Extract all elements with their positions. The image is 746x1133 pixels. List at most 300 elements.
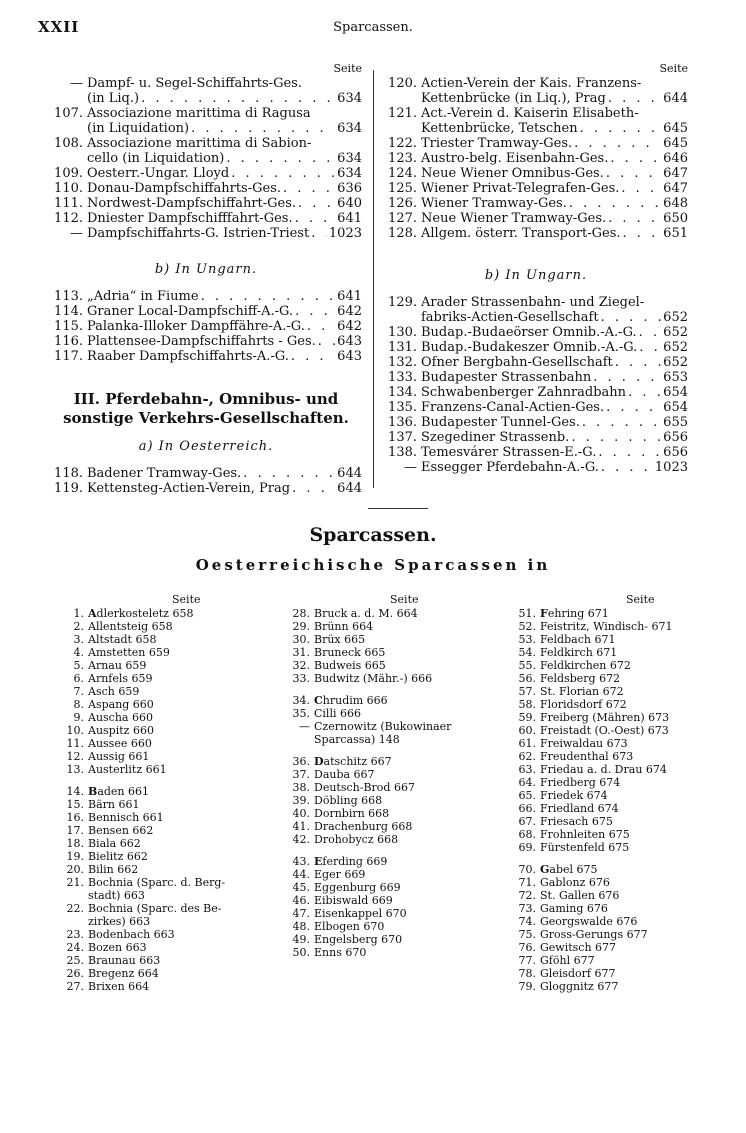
entry-title: Budap.-Budaeörser Omnib.-A.-G. (421, 325, 637, 340)
item-rest: stadt) 663 (88, 889, 145, 902)
entry-text (421, 106, 688, 136)
entry-title: Palanka-Illoker Dampffähre-A.-G. (87, 319, 305, 334)
running-title: Sparcassen. (333, 20, 413, 35)
page-ref: 636 (337, 181, 362, 196)
item-rest: Dauba 667 (314, 768, 375, 781)
item-rest: Bodenbach 663 (88, 928, 175, 941)
item-text (88, 941, 264, 954)
item-rest: Georgswalde 676 (540, 915, 638, 928)
item-text (88, 633, 264, 646)
dot-leader (241, 466, 335, 481)
item-text (540, 737, 706, 750)
list-item (506, 620, 706, 633)
item-number: 37. (292, 768, 310, 781)
entry-number: 133. (388, 370, 417, 385)
item-number (54, 889, 88, 902)
toc-group (50, 466, 362, 496)
entry-title: Associazione marittima di Sabion- (87, 136, 312, 151)
dot-leader (199, 289, 336, 304)
item-text (540, 941, 706, 954)
seite-label: Seite (626, 593, 655, 606)
list-item (280, 733, 490, 746)
dot-leader (619, 181, 661, 196)
item-text (314, 733, 490, 746)
toc-entry (384, 415, 688, 430)
entry-title: „Adria“ in Fiume (87, 289, 199, 304)
dot-leader (580, 415, 661, 430)
page-ref: 1023 (328, 226, 362, 241)
entry-number: 138. (388, 445, 417, 460)
entry-line (421, 445, 688, 460)
item-text (88, 620, 264, 633)
item-rest: Eggenburg 669 (314, 881, 401, 894)
entry-text (421, 295, 688, 325)
item-text (88, 750, 264, 763)
item-number: 54. (518, 646, 536, 659)
entry-title: cello (in Liquidation) (87, 151, 225, 166)
entry-text (87, 226, 362, 241)
item-number: 70. (518, 863, 536, 876)
entry-line (421, 340, 688, 355)
item-rest: Allentsteig 658 (88, 620, 173, 633)
column-divider (373, 70, 374, 488)
toc-entry (384, 211, 688, 226)
item-rest: Brüx 665 (314, 633, 366, 646)
item-text (88, 785, 264, 798)
item-rest: atschitz 667 (323, 755, 392, 768)
item-text (314, 807, 490, 820)
item-number: 67. (518, 815, 536, 828)
list-item (506, 928, 706, 941)
page-ref: 652 (663, 355, 688, 370)
list-item (54, 889, 264, 902)
dot-leader (613, 355, 661, 370)
item-number: 40. (292, 807, 310, 820)
item-number: 78. (518, 967, 536, 980)
item-text (88, 672, 264, 685)
toc-entry (384, 166, 688, 181)
page-ref: 640 (337, 196, 362, 211)
toc-entry (50, 226, 362, 241)
item-number: 75. (518, 928, 536, 941)
toc-entry (384, 325, 688, 340)
toc-group (384, 295, 688, 475)
entry-title: Wiener Privat-Telegrafen-Ges. (421, 181, 620, 196)
list-item (506, 776, 706, 789)
seite-label: Seite (659, 62, 688, 75)
list-item (54, 980, 264, 993)
item-number: 35. (292, 707, 310, 720)
list-item (54, 711, 264, 724)
item-rest: Bensen 662 (88, 824, 154, 837)
item-number: 50. (292, 946, 310, 959)
item-number: 41. (292, 820, 310, 833)
toc-entry (384, 76, 688, 106)
page-ref: 634 (337, 166, 362, 181)
item-number: 42. (292, 833, 310, 846)
toc-entry (384, 295, 688, 325)
item-rest: Arnau 659 (88, 659, 147, 672)
dot-leader (229, 166, 335, 181)
page-ref: 646 (663, 151, 688, 166)
sparcassen-list (506, 607, 706, 993)
entry-line (421, 196, 688, 211)
item-rest: Gablonz 676 (540, 876, 610, 889)
list-item (54, 837, 264, 850)
item-rest: Eisenkappel 670 (314, 907, 407, 920)
item-number: 34. (292, 694, 310, 707)
entry-text (87, 289, 362, 304)
entry-line (87, 136, 362, 151)
entry-text (87, 211, 362, 226)
entry-number: 128. (388, 226, 417, 241)
item-number: — (299, 720, 310, 733)
page-ref: 655 (663, 415, 688, 430)
item-text (88, 876, 264, 889)
item-text (88, 711, 264, 724)
item-text (88, 967, 264, 980)
list-item (506, 802, 706, 815)
entry-number: 121. (388, 106, 417, 121)
page-ref: 641 (337, 211, 362, 226)
entry-line (421, 211, 688, 226)
entry-line (421, 430, 688, 445)
item-number: 56. (518, 672, 536, 685)
item-rest: Asch 659 (88, 685, 140, 698)
list-item (506, 711, 706, 724)
dot-leader (591, 370, 661, 385)
list-item (280, 768, 490, 781)
list-item (280, 620, 490, 633)
page-ref: 634 (337, 91, 362, 106)
group-gap (280, 846, 490, 855)
item-rest: Gaming 676 (540, 902, 608, 915)
entry-line (87, 121, 362, 136)
item-number: 17. (66, 824, 84, 837)
entry-title: Graner Local-Dampfschiff-A.-G. (87, 304, 294, 319)
dot-leader (608, 151, 661, 166)
list-item (280, 807, 490, 820)
page-ref: 643 (337, 349, 362, 364)
entry-text (421, 76, 688, 106)
seite-label: Seite (333, 62, 362, 75)
entry-line (421, 460, 688, 475)
page-ref: 642 (337, 304, 362, 319)
section-rule (368, 508, 428, 509)
list-item (506, 750, 706, 763)
item-text (540, 928, 706, 941)
entry-text (87, 334, 362, 349)
item-number (280, 733, 314, 746)
item-rest: dlerkosteletz 658 (96, 607, 194, 620)
toc-entry (384, 106, 688, 136)
list-item (54, 672, 264, 685)
page-header (38, 18, 708, 42)
entry-number: 120. (388, 76, 417, 91)
entry-number: 135. (388, 400, 417, 415)
dot-leader (626, 385, 661, 400)
list-item (54, 698, 264, 711)
item-text (88, 889, 264, 902)
entry-number: 122. (388, 136, 417, 151)
page-ref: 654 (663, 385, 688, 400)
item-rest: Bochnia (Sparc. des Be- (88, 902, 222, 915)
sparcassen-title: Sparcassen. (309, 524, 437, 546)
entry-title: (in Liquidation) (87, 121, 190, 136)
item-text (88, 850, 264, 863)
item-rest: Freistadt (O.-Oest) 673 (540, 724, 669, 737)
item-text (540, 902, 706, 915)
dot-leader (572, 136, 661, 151)
subsection-heading: b) In Ungarn. (484, 268, 588, 283)
sparcassen-column-3 (506, 593, 706, 993)
sparcassen-list (280, 607, 490, 959)
item-text (88, 659, 264, 672)
section-heading-line: sonstige Verkehrs-Gesellschaften. (63, 409, 349, 427)
item-text (314, 646, 490, 659)
item-rest: Braunau 663 (88, 954, 161, 967)
list-item (506, 607, 706, 620)
item-number: 44. (292, 868, 310, 881)
entry-line (421, 295, 688, 310)
item-text (314, 755, 490, 768)
toc-column-right (384, 62, 688, 475)
toc-entry (384, 370, 688, 385)
item-rest: Altstadt 658 (88, 633, 157, 646)
item-number: 25. (66, 954, 84, 967)
item-number: 26. (66, 967, 84, 980)
item-number: 7. (73, 685, 84, 698)
dot-leader (606, 91, 661, 106)
entry-title: Dampf- u. Segel-Schiffahrts-Ges. (87, 76, 302, 91)
entry-title: Budapester Tunnel-Ges. (421, 415, 580, 430)
item-text (540, 763, 706, 776)
item-number: 19. (66, 850, 84, 863)
toc-entry (384, 226, 688, 241)
list-item (54, 798, 264, 811)
sparcassen-list (54, 607, 264, 993)
entry-line (421, 151, 688, 166)
item-text (88, 607, 264, 620)
list-item (54, 941, 264, 954)
item-number: 23. (66, 928, 84, 941)
entry-number: 115. (54, 319, 83, 334)
item-rest: Feistritz, Windisch- 671 (540, 620, 673, 633)
item-rest: Freudenthal 673 (540, 750, 634, 763)
item-rest: Drohobycz 668 (314, 833, 399, 846)
item-text (540, 863, 706, 876)
list-item (506, 724, 706, 737)
entry-title: Budap.-Budakeszer Omnib.-A.-G. (421, 340, 638, 355)
entry-number: 117. (54, 349, 83, 364)
list-item (280, 855, 490, 868)
item-rest: Friesach 675 (540, 815, 613, 828)
list-item (280, 894, 490, 907)
entry-number: 134. (388, 385, 417, 400)
item-rest: Freiberg (Mähren) 673 (540, 711, 670, 724)
item-text (540, 841, 706, 854)
entry-line (87, 166, 362, 181)
entry-line (87, 76, 362, 91)
entry-line (421, 310, 688, 325)
entry-title: Triester Tramway-Ges. (421, 136, 573, 151)
item-number: 71. (518, 876, 536, 889)
sparcassen-column-2 (280, 593, 490, 959)
entry-line (87, 226, 362, 241)
item-text (88, 737, 264, 750)
item-text (540, 620, 706, 633)
initial-letter: D (314, 755, 324, 768)
item-text (540, 967, 706, 980)
group-gap (506, 854, 706, 863)
list-item (506, 980, 706, 993)
entry-text (87, 76, 362, 106)
dot-leader (637, 325, 662, 340)
item-text (540, 828, 706, 841)
entry-line (421, 400, 688, 415)
list-item (280, 881, 490, 894)
initial-letter: A (88, 607, 97, 620)
item-text (540, 776, 706, 789)
entry-title: Plattensee-Dampfschiffahrts - Ges. (87, 334, 316, 349)
entry-text (421, 196, 688, 211)
item-number: 51. (518, 607, 536, 620)
item-number: 73. (518, 902, 536, 915)
list-item (506, 902, 706, 915)
item-text (314, 907, 490, 920)
dot-leader (293, 211, 336, 226)
toc-entry (384, 460, 688, 475)
item-rest: Friedberg 674 (540, 776, 621, 789)
list-item (280, 672, 490, 685)
page-ref: 643 (337, 334, 362, 349)
toc-entry (50, 76, 362, 106)
item-text (88, 980, 264, 993)
entry-line (87, 334, 362, 349)
list-item (280, 907, 490, 920)
item-text (314, 672, 490, 685)
item-number: 45. (292, 881, 310, 894)
dot-leader (309, 226, 327, 241)
entry-title: Franzens-Canal-Actien-Ges. (421, 400, 605, 415)
item-rest: zirkes) 663 (88, 915, 151, 928)
item-rest: Biala 662 (88, 837, 141, 850)
dot-leader (189, 121, 335, 136)
entry-text (421, 430, 688, 445)
entry-line (421, 76, 688, 91)
toc-entry (384, 430, 688, 445)
toc-entry (384, 136, 688, 151)
entry-line (87, 304, 362, 319)
item-text (314, 781, 490, 794)
dot-leader (281, 181, 335, 196)
list-item (280, 920, 490, 933)
item-text (314, 894, 490, 907)
item-rest: Gloggnitz 677 (540, 980, 619, 993)
entry-text (87, 481, 362, 496)
item-number: 15. (66, 798, 84, 811)
entry-number: — (70, 226, 83, 241)
item-number: 49. (292, 933, 310, 946)
item-rest: Bilin 662 (88, 863, 139, 876)
entry-text (87, 166, 362, 181)
item-number: 64. (518, 776, 536, 789)
entry-text (87, 304, 362, 319)
item-rest: Aussee 660 (88, 737, 152, 750)
entry-number: 107. (54, 106, 83, 121)
sparcassen-column-1 (54, 593, 264, 993)
item-rest: Gleisdorf 677 (540, 967, 616, 980)
sparcassen-subtitle: Oesterreichische Sparcassen in (195, 556, 551, 574)
entry-number: 112. (54, 211, 83, 226)
entry-line (87, 106, 362, 121)
dot-leader (293, 304, 335, 319)
item-number: 30. (292, 633, 310, 646)
item-rest: Bruneck 665 (314, 646, 386, 659)
toc-entry (50, 289, 362, 304)
list-item (280, 633, 490, 646)
page-ref: 634 (337, 151, 362, 166)
dot-leader (289, 349, 335, 364)
item-text (314, 620, 490, 633)
entry-line (87, 181, 362, 196)
list-item (54, 824, 264, 837)
toc-entry (50, 136, 362, 166)
dot-leader (224, 151, 335, 166)
list-item (280, 607, 490, 620)
entry-title: Austro-belg. Eisenbahn-Ges. (421, 151, 609, 166)
item-number: 63. (518, 763, 536, 776)
dot-leader (637, 340, 661, 355)
item-number: 36. (292, 755, 310, 768)
item-rest: Gewitsch 677 (540, 941, 617, 954)
entry-line (421, 370, 688, 385)
initial-letter: F (540, 607, 548, 620)
page-ref: 654 (663, 400, 688, 415)
entry-number: 108. (54, 136, 83, 151)
list-item (506, 763, 706, 776)
list-item (54, 685, 264, 698)
page-ref: 644 (337, 481, 362, 496)
item-text (540, 711, 706, 724)
item-number: 61. (518, 737, 536, 750)
item-number: 52. (518, 620, 536, 633)
entry-line (87, 349, 362, 364)
item-number: 58. (518, 698, 536, 711)
item-text (540, 646, 706, 659)
toc-entry (50, 349, 362, 364)
page-ref: 647 (663, 166, 688, 181)
entry-text (421, 136, 688, 151)
item-rest: Döbling 668 (314, 794, 383, 807)
entry-number: 123. (388, 151, 417, 166)
page-ref: 650 (663, 211, 688, 226)
list-item (280, 659, 490, 672)
entry-text (421, 370, 688, 385)
list-item (506, 789, 706, 802)
dot-leader (296, 196, 335, 211)
list-item (280, 794, 490, 807)
entry-number: 118. (54, 466, 83, 481)
page-ref: 648 (663, 196, 688, 211)
item-text (540, 633, 706, 646)
item-rest: Bielitz 662 (88, 850, 148, 863)
item-rest: Bruck a. d. M. 664 (314, 607, 418, 620)
dot-leader (604, 400, 661, 415)
list-item (506, 815, 706, 828)
page-ref: 652 (663, 325, 688, 340)
item-rest: Friedau a. d. Drau 674 (540, 763, 667, 776)
